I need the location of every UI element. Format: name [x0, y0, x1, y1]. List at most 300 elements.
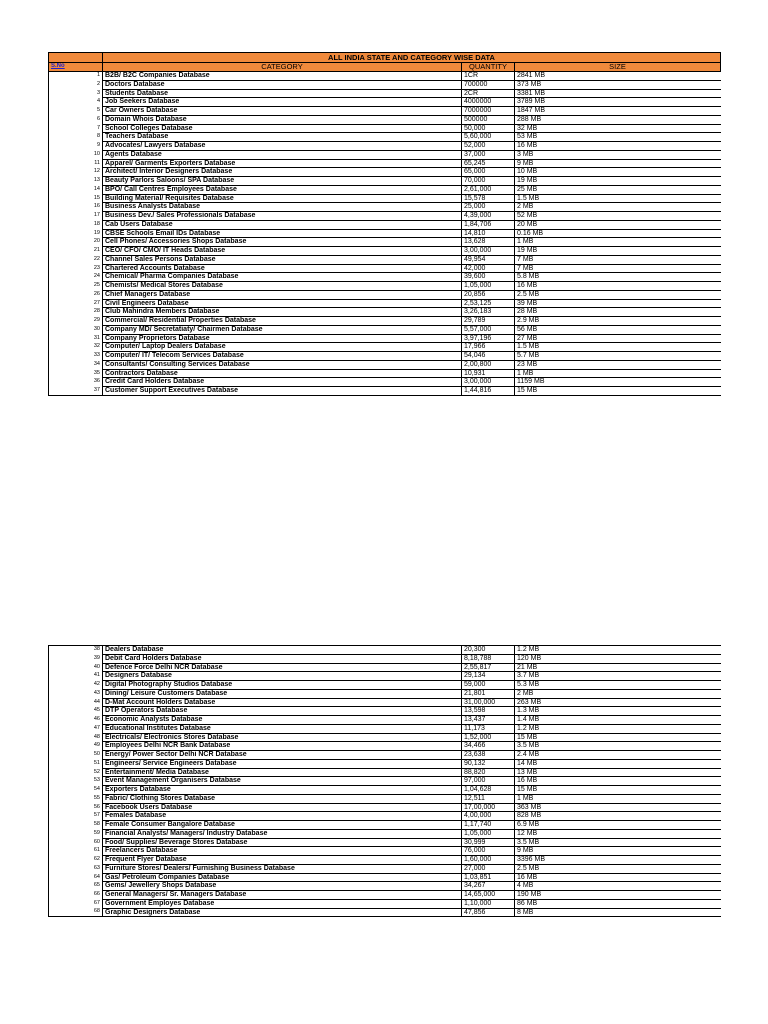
row-quantity: 54,046: [462, 352, 515, 361]
row-category: Government Employes Database: [103, 899, 462, 908]
table-row: [49, 689, 721, 698]
row-category: Consultants/ Consulting Services Database: [103, 360, 462, 369]
row-size: 20 MB: [515, 220, 721, 229]
row-quantity: 500000: [462, 115, 515, 124]
row-quantity: 52,000: [462, 142, 515, 151]
table-row: [49, 317, 721, 326]
row-number: 27: [49, 299, 103, 308]
row-category: Designers Database: [103, 672, 462, 681]
row-size: 2 MB: [515, 689, 721, 698]
row-quantity: 21,801: [462, 689, 515, 698]
row-number: 8: [49, 133, 103, 142]
row-size: 363 MB: [515, 803, 721, 812]
row-category: Exporters Database: [103, 786, 462, 795]
row-quantity: 1,60,000: [462, 856, 515, 865]
header-sno: S.No: [49, 62, 103, 72]
row-quantity: 1,05,000: [462, 829, 515, 838]
row-size: 288 MB: [515, 115, 721, 124]
row-size: 27 MB: [515, 334, 721, 343]
table-row: [49, 325, 721, 334]
table-row: [49, 812, 721, 821]
row-size: 32 MB: [515, 124, 721, 133]
row-number: 47: [49, 724, 103, 733]
table-row: [49, 177, 721, 186]
table-row: [49, 821, 721, 830]
row-number: 9: [49, 142, 103, 151]
row-size: 16 MB: [515, 142, 721, 151]
row-category: Frequent Flyer Database: [103, 856, 462, 865]
row-category: School Colleges Database: [103, 124, 462, 133]
row-quantity: 12,511: [462, 794, 515, 803]
row-category: Economic Analysts Database: [103, 716, 462, 725]
table-row: [49, 255, 721, 264]
row-number: 61: [49, 847, 103, 856]
row-quantity: 2,61,000: [462, 185, 515, 194]
row-number: 41: [49, 672, 103, 681]
row-size: 19 MB: [515, 177, 721, 186]
row-quantity: 76,000: [462, 847, 515, 856]
row-number: 55: [49, 794, 103, 803]
row-quantity: 59,000: [462, 681, 515, 690]
row-number: 21: [49, 247, 103, 256]
row-size: 5.8 MB: [515, 273, 721, 282]
row-category: Job Seekers Database: [103, 98, 462, 107]
row-size: 3.5 MB: [515, 838, 721, 847]
row-category: Electricals/ Electronics Stores Database: [103, 733, 462, 742]
table-row: [49, 273, 721, 282]
table-title: ALL INDIA STATE AND CATEGORY WISE DATA: [103, 53, 721, 63]
row-category: Employees Delhi NCR Bank Database: [103, 742, 462, 751]
table-row: [49, 751, 721, 760]
row-category: Advocates/ Lawyers Database: [103, 142, 462, 151]
table-row: [49, 98, 721, 107]
row-size: 1 MB: [515, 369, 721, 378]
row-quantity: 20,856: [462, 290, 515, 299]
row-quantity: 2,55,817: [462, 663, 515, 672]
table-row: [49, 238, 721, 247]
table-row: [49, 352, 721, 361]
table-row: [49, 794, 721, 803]
row-size: 16 MB: [515, 777, 721, 786]
row-category: Contractors Database: [103, 369, 462, 378]
row-category: Computer/ IT/ Telecom Services Database: [103, 352, 462, 361]
table-row: [49, 847, 721, 856]
table-row: [49, 343, 721, 352]
table-row: [49, 654, 721, 663]
row-category: Club Mahindra Members Database: [103, 308, 462, 317]
row-number: 56: [49, 803, 103, 812]
row-quantity: 25,000: [462, 203, 515, 212]
row-category: Facebook Users Database: [103, 803, 462, 812]
row-size: 1 MB: [515, 238, 721, 247]
row-quantity: 13,628: [462, 238, 515, 247]
table-row: [49, 72, 721, 81]
row-size: 10 MB: [515, 168, 721, 177]
row-category: Agents Database: [103, 150, 462, 159]
row-number: 14: [49, 185, 103, 194]
row-category: Gas/ Petroleum Companies Database: [103, 873, 462, 882]
row-quantity: 14,810: [462, 229, 515, 238]
row-number: 60: [49, 838, 103, 847]
row-size: 2.5 MB: [515, 864, 721, 873]
row-number: 34: [49, 360, 103, 369]
row-number: 19: [49, 229, 103, 238]
row-category: Chemists/ Medical Stores Database: [103, 282, 462, 291]
table-row: [49, 864, 721, 873]
row-number: 44: [49, 698, 103, 707]
table-row: [49, 247, 721, 256]
row-quantity: 34,466: [462, 742, 515, 751]
table-row: [49, 229, 721, 238]
row-quantity: 1,04,628: [462, 786, 515, 795]
row-size: 28 MB: [515, 308, 721, 317]
row-size: 1.2 MB: [515, 646, 721, 655]
table-title-row: [49, 53, 721, 63]
row-category: General Managers/ Sr. Managers Database: [103, 891, 462, 900]
row-quantity: 4,00,000: [462, 812, 515, 821]
row-quantity: 11,173: [462, 724, 515, 733]
row-number: 3: [49, 89, 103, 98]
row-number: 11: [49, 159, 103, 168]
row-number: 38: [49, 646, 103, 655]
row-quantity: 42,000: [462, 264, 515, 273]
row-category: Credit Card Holders Database: [103, 378, 462, 387]
row-category: Furniture Stores/ Dealers/ Furnishing Business Database: [103, 864, 462, 873]
row-quantity: 30,999: [462, 838, 515, 847]
header-category: CATEGORY: [103, 62, 462, 72]
row-number: 22: [49, 255, 103, 264]
table-row: [49, 369, 721, 378]
row-quantity: 90,132: [462, 759, 515, 768]
table-row: [49, 698, 721, 707]
table-row: [49, 168, 721, 177]
table-header-row: [49, 62, 721, 72]
row-quantity: 13,437: [462, 716, 515, 725]
row-category: Digital Photography Studios Database: [103, 681, 462, 690]
row-category: Computer/ Laptop Dealers Database: [103, 343, 462, 352]
row-number: 13: [49, 177, 103, 186]
row-number: 45: [49, 707, 103, 716]
row-size: 6.9 MB: [515, 821, 721, 830]
row-number: 50: [49, 751, 103, 760]
row-number: 66: [49, 891, 103, 900]
row-number: 49: [49, 742, 103, 751]
table-row: [49, 759, 721, 768]
row-number: 32: [49, 343, 103, 352]
row-number: 65: [49, 882, 103, 891]
row-category: Domain Whois Database: [103, 115, 462, 124]
table-row: [49, 185, 721, 194]
row-quantity: 5,60,000: [462, 133, 515, 142]
row-category: Civil Engineers Database: [103, 299, 462, 308]
row-size: 23 MB: [515, 360, 721, 369]
row-size: 190 MB: [515, 891, 721, 900]
row-category: Apparel/ Garments Exporters Database: [103, 159, 462, 168]
table-row: [49, 115, 721, 124]
row-quantity: 17,966: [462, 343, 515, 352]
table-row: [49, 264, 721, 273]
row-category: Channel Sales Persons Database: [103, 255, 462, 264]
row-quantity: 20,300: [462, 646, 515, 655]
row-quantity: 1,17,740: [462, 821, 515, 830]
row-quantity: 29,134: [462, 672, 515, 681]
row-quantity: 14,65,000: [462, 891, 515, 900]
table-row: [49, 768, 721, 777]
table-row: [49, 707, 721, 716]
row-category: DTP Operators Database: [103, 707, 462, 716]
row-quantity: 5,57,000: [462, 325, 515, 334]
row-size: 120 MB: [515, 654, 721, 663]
row-quantity: 7000000: [462, 107, 515, 116]
row-category: Debit Card Holders Database: [103, 654, 462, 663]
row-size: 1.5 MB: [515, 343, 721, 352]
table-row: [49, 803, 721, 812]
row-quantity: 65,000: [462, 168, 515, 177]
row-quantity: 1,44,816: [462, 387, 515, 396]
table-row: [49, 220, 721, 229]
row-category: Company MD/ Secretatiaty/ Chairmen Database: [103, 325, 462, 334]
row-quantity: 1,84,706: [462, 220, 515, 229]
row-category: Energy/ Power Sector Delhi NCR Database: [103, 751, 462, 760]
row-number: 28: [49, 308, 103, 317]
row-category: Teachers Database: [103, 133, 462, 142]
row-size: 13 MB: [515, 768, 721, 777]
row-size: 828 MB: [515, 812, 721, 821]
table-row: [49, 142, 721, 151]
row-category: Cell Phones/ Accessories Shops Database: [103, 238, 462, 247]
table-row: [49, 150, 721, 159]
row-size: 25 MB: [515, 185, 721, 194]
row-size: 56 MB: [515, 325, 721, 334]
row-size: 14 MB: [515, 759, 721, 768]
row-category: Building Material/ Requisites Database: [103, 194, 462, 203]
row-size: 5.3 MB: [515, 681, 721, 690]
row-category: Chemical/ Pharma Companies Database: [103, 273, 462, 282]
row-category: Food/ Supplies/ Beverage Stores Database: [103, 838, 462, 847]
table-row: [49, 360, 721, 369]
row-quantity: 97,000: [462, 777, 515, 786]
row-category: Educational Institutes Database: [103, 724, 462, 733]
row-quantity: 2,53,125: [462, 299, 515, 308]
row-size: 2.5 MB: [515, 290, 721, 299]
header-size: SIZE: [515, 62, 721, 72]
row-number: 39: [49, 654, 103, 663]
table-row: [49, 672, 721, 681]
row-category: Chief Managers Database: [103, 290, 462, 299]
row-number: 46: [49, 716, 103, 725]
row-number: 33: [49, 352, 103, 361]
row-number: 23: [49, 264, 103, 273]
table-row: [49, 80, 721, 89]
row-category: Fabric/ Clothing Stores Database: [103, 794, 462, 803]
row-category: Doctors Database: [103, 80, 462, 89]
row-number: 40: [49, 663, 103, 672]
row-quantity: 1,05,000: [462, 282, 515, 291]
row-quantity: 17,00,000: [462, 803, 515, 812]
row-quantity: 1,10,000: [462, 899, 515, 908]
table-row: [49, 107, 721, 116]
row-category: Car Owners Database: [103, 107, 462, 116]
row-size: 8 MB: [515, 908, 721, 917]
row-number: 42: [49, 681, 103, 690]
row-size: 373 MB: [515, 80, 721, 89]
row-number: 53: [49, 777, 103, 786]
row-category: Female Consumer Bangalore Database: [103, 821, 462, 830]
row-category: Females Database: [103, 812, 462, 821]
row-number: 31: [49, 334, 103, 343]
row-category: Customer Support Executives Database: [103, 387, 462, 396]
row-size: 3789 MB: [515, 98, 721, 107]
row-number: 18: [49, 220, 103, 229]
row-quantity: 3,00,000: [462, 378, 515, 387]
data-table-section-2: [48, 645, 721, 917]
row-number: 26: [49, 290, 103, 299]
row-category: Event Management Organisers Database: [103, 777, 462, 786]
row-number: 58: [49, 821, 103, 830]
row-quantity: 39,600: [462, 273, 515, 282]
row-size: 3.7 MB: [515, 672, 721, 681]
row-quantity: 50,000: [462, 124, 515, 133]
row-category: Graphic Designers Database: [103, 908, 462, 917]
table-row: [49, 829, 721, 838]
table-row: [49, 786, 721, 795]
row-quantity: 10,931: [462, 369, 515, 378]
row-quantity: 65,245: [462, 159, 515, 168]
row-quantity: 29,789: [462, 317, 515, 326]
row-size: 2841 MB: [515, 72, 721, 81]
row-size: 86 MB: [515, 899, 721, 908]
row-category: CBSE Schools Email IDs Database: [103, 229, 462, 238]
row-quantity: 1,52,000: [462, 733, 515, 742]
table-row: [49, 159, 721, 168]
table-row: [49, 873, 721, 882]
table-row: [49, 299, 721, 308]
row-number: 59: [49, 829, 103, 838]
row-number: 17: [49, 212, 103, 221]
row-number: 35: [49, 369, 103, 378]
table-row: [49, 856, 721, 865]
row-quantity: 700000: [462, 80, 515, 89]
table-row: [49, 378, 721, 387]
row-quantity: 3,00,000: [462, 247, 515, 256]
table-row: [49, 334, 721, 343]
row-number: 57: [49, 812, 103, 821]
row-category: Dining/ Leisure Customers Database: [103, 689, 462, 698]
row-size: 2.4 MB: [515, 751, 721, 760]
row-category: Chartered Accounts Database: [103, 264, 462, 273]
row-quantity: 49,954: [462, 255, 515, 264]
title-blank-cell: [49, 53, 103, 63]
row-quantity: 3,97,196: [462, 334, 515, 343]
row-size: 3381 MB: [515, 89, 721, 98]
row-category: Beauty Parlors Saloons/ SPA Database: [103, 177, 462, 186]
row-number: 4: [49, 98, 103, 107]
table-row: [49, 891, 721, 900]
table-row: [49, 663, 721, 672]
row-category: Business Analysts Database: [103, 203, 462, 212]
table-row: [49, 724, 721, 733]
table-row: [49, 124, 721, 133]
header-quantity: QUANTITY: [462, 62, 515, 72]
row-size: 2 MB: [515, 203, 721, 212]
row-quantity: 47,856: [462, 908, 515, 917]
row-number: 20: [49, 238, 103, 247]
row-category: Defence Force Delhi NCR Database: [103, 663, 462, 672]
row-quantity: 31,00,000: [462, 698, 515, 707]
row-number: 12: [49, 168, 103, 177]
row-quantity: 13,598: [462, 707, 515, 716]
row-size: 1 MB: [515, 794, 721, 803]
row-number: 64: [49, 873, 103, 882]
row-category: Financial Analysts/ Managers/ Industry Database: [103, 829, 462, 838]
table-row: [49, 203, 721, 212]
row-number: 25: [49, 282, 103, 291]
row-size: 16 MB: [515, 873, 721, 882]
row-quantity: 15,578: [462, 194, 515, 203]
row-size: 21 MB: [515, 663, 721, 672]
row-size: 15 MB: [515, 387, 721, 396]
row-size: 15 MB: [515, 733, 721, 742]
row-number: 51: [49, 759, 103, 768]
row-number: 48: [49, 733, 103, 742]
row-size: 3 MB: [515, 150, 721, 159]
row-quantity: 1,03,851: [462, 873, 515, 882]
row-number: 43: [49, 689, 103, 698]
row-size: 19 MB: [515, 247, 721, 256]
row-size: 3396 MB: [515, 856, 721, 865]
table-row: [49, 387, 721, 396]
table-row: [49, 308, 721, 317]
row-quantity: 2,00,800: [462, 360, 515, 369]
row-number: 29: [49, 317, 103, 326]
row-size: 0.16 MB: [515, 229, 721, 238]
table-row: [49, 742, 721, 751]
row-size: 1.4 MB: [515, 716, 721, 725]
row-number: 52: [49, 768, 103, 777]
row-size: 4 MB: [515, 882, 721, 891]
row-size: 15 MB: [515, 786, 721, 795]
row-category: Engineers/ Service Engineers Database: [103, 759, 462, 768]
row-size: 12 MB: [515, 829, 721, 838]
row-size: 3.5 MB: [515, 742, 721, 751]
row-quantity: 70,000: [462, 177, 515, 186]
row-quantity: 4000000: [462, 98, 515, 107]
table-row: [49, 733, 721, 742]
row-size: 9 MB: [515, 159, 721, 168]
row-size: 1.5 MB: [515, 194, 721, 203]
row-quantity: 37,000: [462, 150, 515, 159]
row-size: 16 MB: [515, 282, 721, 291]
row-quantity: 2CR: [462, 89, 515, 98]
row-number: 10: [49, 150, 103, 159]
table-row: [49, 133, 721, 142]
row-category: B2B/ B2C Companies Database: [103, 72, 462, 81]
table-row: [49, 212, 721, 221]
row-size: 53 MB: [515, 133, 721, 142]
row-size: 7 MB: [515, 264, 721, 273]
row-quantity: 23,638: [462, 751, 515, 760]
table-row: [49, 194, 721, 203]
row-number: 1: [49, 72, 103, 81]
row-number: 2: [49, 80, 103, 89]
row-number: 6: [49, 115, 103, 124]
row-quantity: 4,39,000: [462, 212, 515, 221]
row-size: 1159 MB: [515, 378, 721, 387]
data-table-section-1: [48, 52, 721, 396]
row-quantity: 3,26,183: [462, 308, 515, 317]
row-category: Entertainment/ Media Database: [103, 768, 462, 777]
table-row: [49, 899, 721, 908]
